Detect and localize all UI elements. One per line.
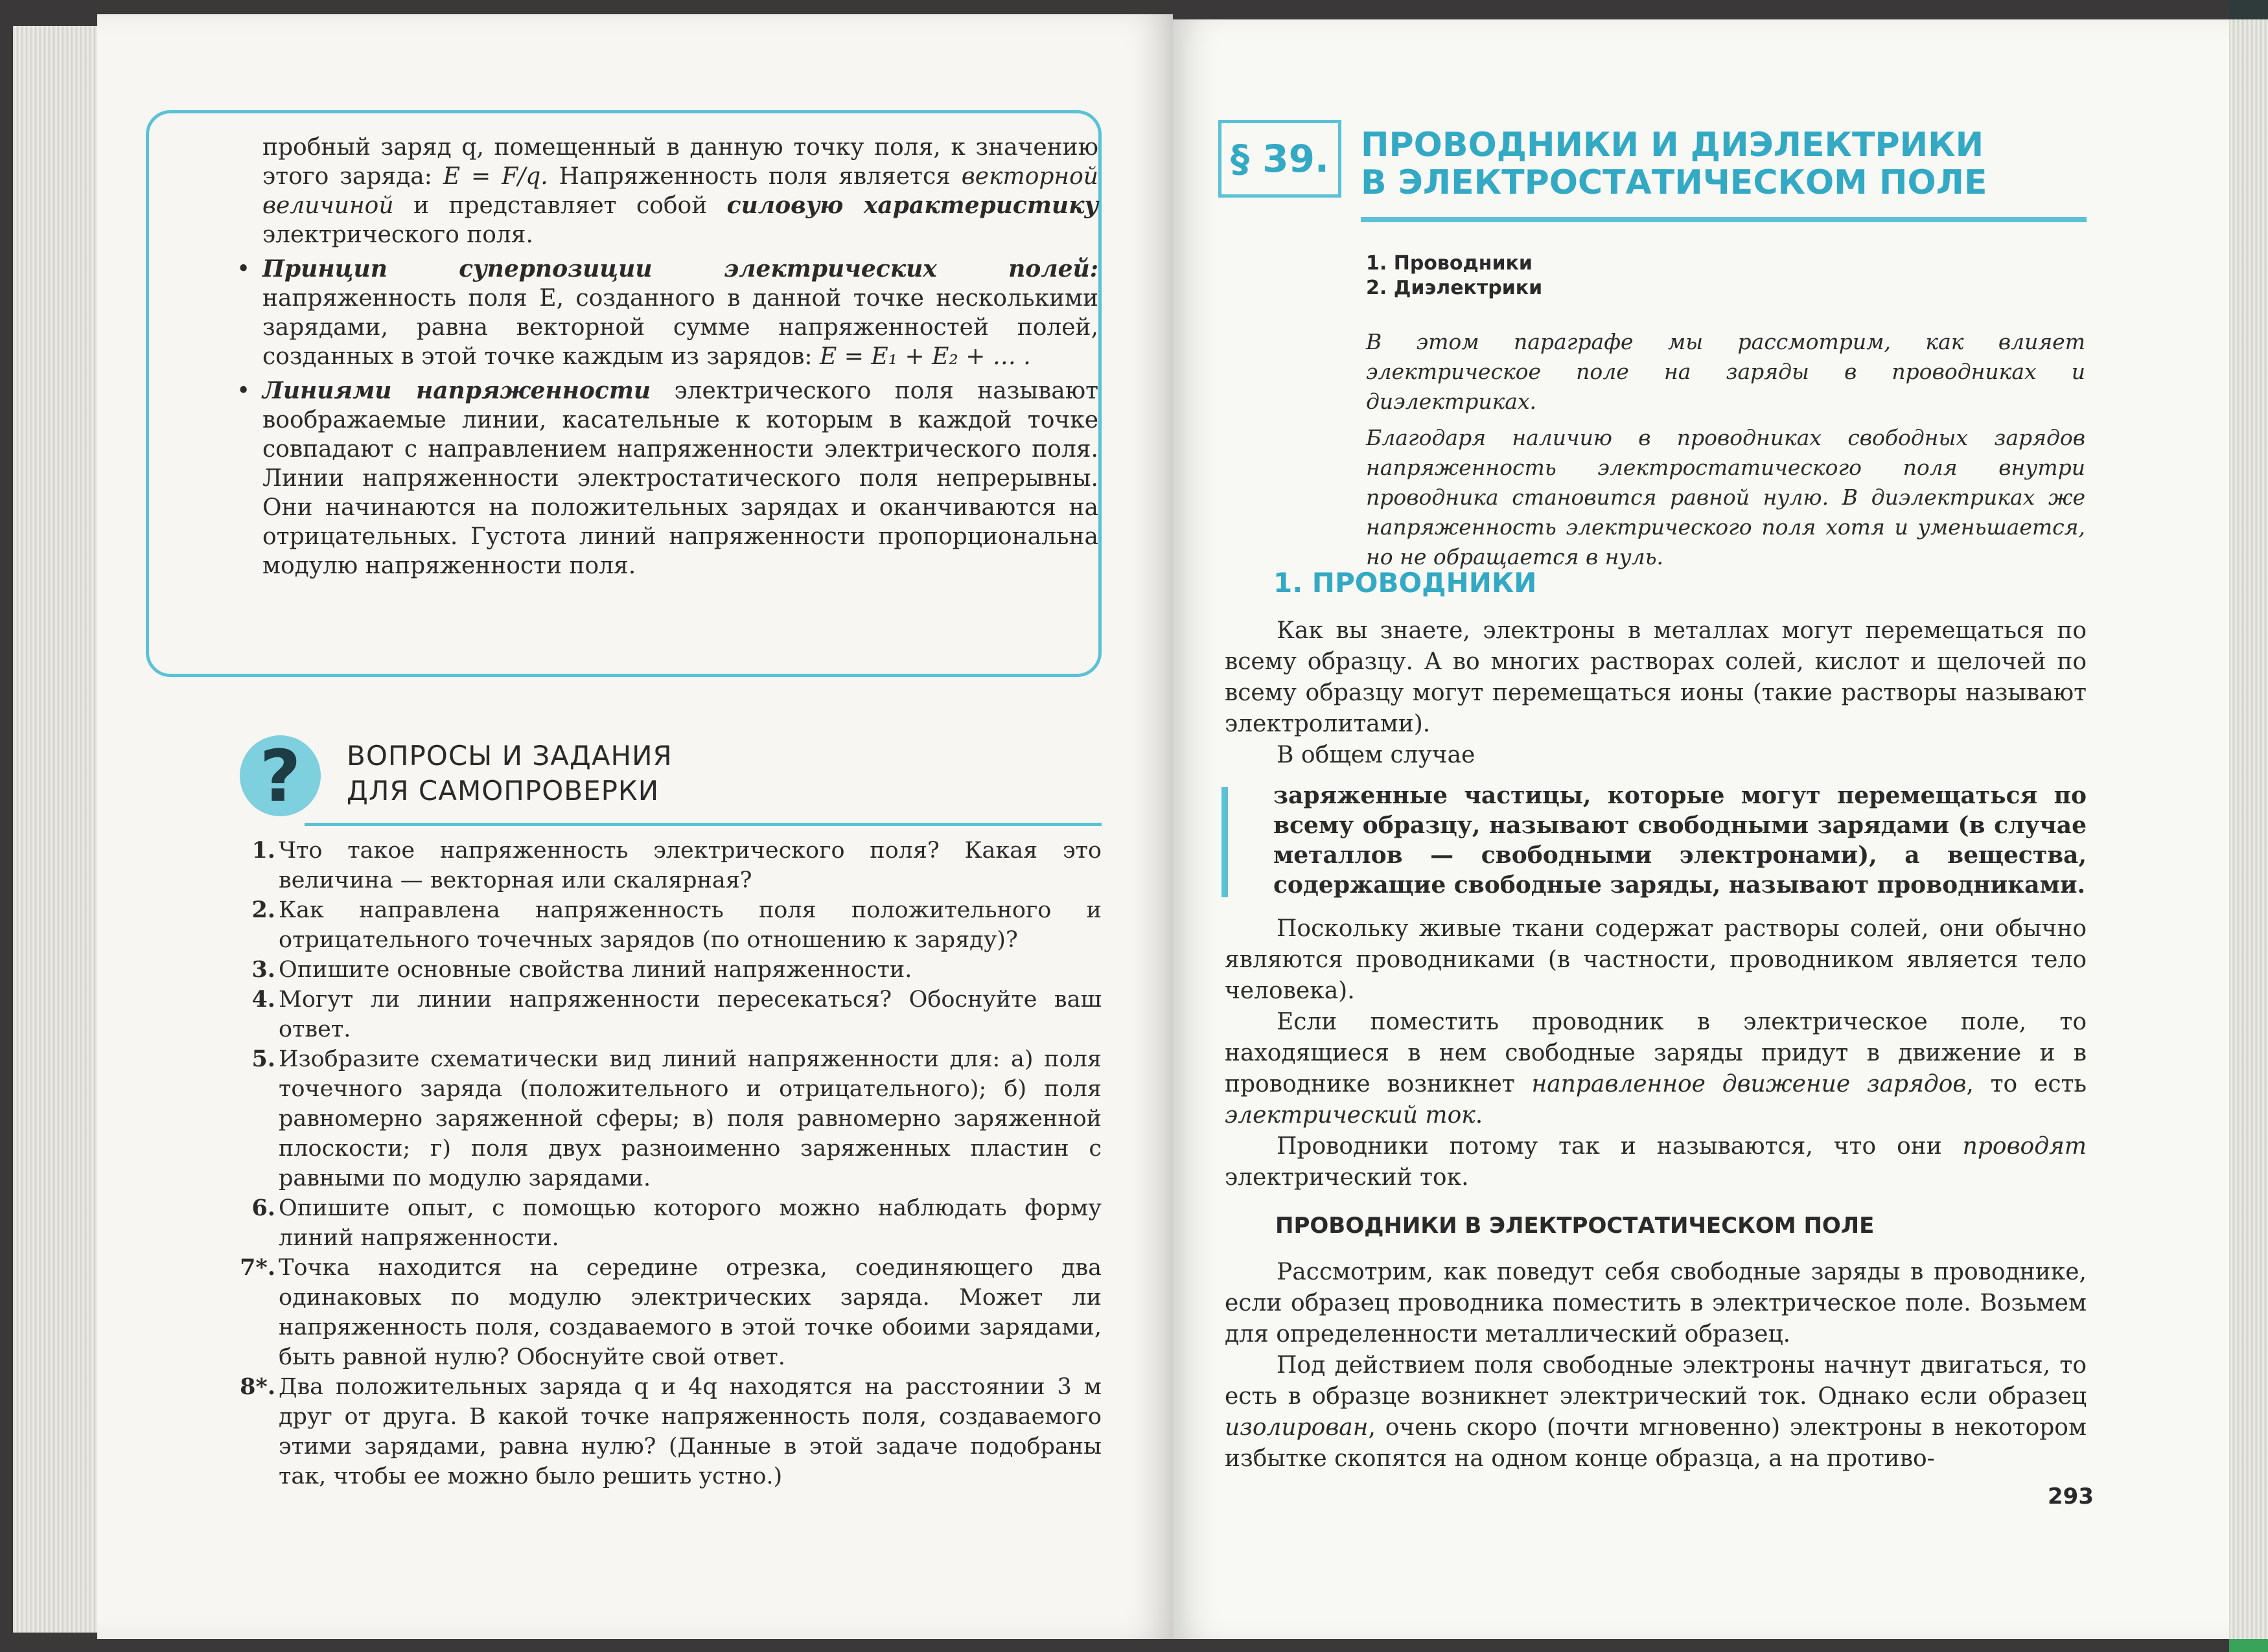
questions-heading: ВОПРОСЫ И ЗАДАНИЯ ДЛЯ САМОПРОВЕРКИ: [347, 740, 673, 807]
question-item: 7*. Точка находится на середине отрезка, соединяющего два одинаковых по модулю электрических заряда. Может ли напряженность поля, создаваемого в этой точке обоими зарядами, быть равной нулю? Обоснуйте свой ответ.: [240, 1254, 1102, 1370]
body-text-block-3: Рассмотрим, как поведут себя свободные заряды в проводнике, если образец проводника поместить в электрическое поле. Возьмем для определенности металлический образец. Под действием поля свободные электроны начнут двигаться, то есть в образце возникнет электрический ток. Однако если образец изолирован, очень скоро (почти мгновенно) электроны в некотором избытке скопятся на одном конце образца, а на противо-: [1225, 1257, 2087, 1474]
bullet-superposition: • Принцип суперпозиции электрических полей: напряженность поля E, созданного в данной точке несколькими зарядами, равна векторной сумме напряженностей полей, созданных в этой точке каждым из зарядов: E = E₁ + E₂ + … .: [262, 255, 1098, 371]
section-number-box: § 39.: [1218, 120, 1341, 198]
question-item: 1. Что такое напряженность электрического поля? Какая это величина — векторная или скалярная?: [251, 837, 1102, 893]
section-title: ПРОВОДНИКИ И ДИЭЛЕКТРИКИ В ЭЛЕКТРОСТАТИЧЕСКОМ ПОЛЕ: [1361, 126, 1987, 202]
section-intro: В этом параграфе мы рассмотрим, как влияет электрическое поле на заряды в проводниках и диэлектриках. Благодаря наличию в проводниках свободных зарядов напряженность электростатического поля внутри проводника становится равной нулю. В диэлектриках же напряженность электрического поля хотя и уменьшается, но не обращается в нуль.: [1366, 329, 2085, 569]
toc-item: 1. Проводники: [1366, 252, 1533, 275]
formula-field-strength: E = F/q.: [443, 163, 548, 190]
body-text-block-1: Как вы знаете, электроны в металлах могут перемещаться по всему образцу. А во многих растворах солей, кислот и щелочей по всему образцу могут перемещаться ионы (такие растворы называют электролитами). В общем случае: [1225, 617, 2087, 768]
page-number: 293: [2048, 1484, 2094, 1509]
question-item: 8*. Два положительных заряда q и 4q находятся на расстоянии 3 м друг от друга. В какой точке напряженность поля, создаваемого этими зарядами, равна нулю? (Данные в этой задаче подобраны так, чтобы ее можно было решить устно.): [240, 1373, 1102, 1489]
definition-paragraph: пробный заряд q, помещенный в данную точку поля, к значению этого заряда: E = F/q. Напряженность поля является векторной величиной и представляет собой силовую характеристику электрического поля.: [262, 134, 1098, 248]
definition-marker-bar: [1221, 787, 1228, 897]
body-text-block-2: Поскольку живые ткани содержат растворы солей, они обычно являются проводниками (в частности, проводником является тело человека). Если поместить проводник в электрическое поле, то находящиеся в нем свободные заряды придут в движение и в проводнике возникнет направленное движение зарядов, то есть электрический ток. Проводники потому так и называются, что они проводят электрический ток.: [1225, 913, 2087, 1193]
question-mark-icon: ?: [240, 735, 321, 816]
bullet-field-lines: • Линиями напряженности электрического поля называют воображаемые линии, касательные к которым в каждой точке совпадают с направлением напряженности электрического поля. Линии напряженности электростатического поля непрерывны. Они начинаются на положительных зарядах и оканчиваются на отрицательных. Густота линий напряженности пропорциональна модулю напряженности поля.: [262, 376, 1098, 580]
conductor-definition: заряженные частицы, которые могут перемещаться по всему образцу, называют свободными зарядами (в случае металлов — свободными электронами), а вещества, содержащие свободные заряды, называют проводниками.: [1273, 782, 2087, 899]
section-title-rule: [1361, 217, 2087, 222]
paragraph-current: Если поместить проводник в электрическое поле, то находящиеся в нем свободные заряды придут в движение и в проводнике возникнет направленное движение зарядов, то есть электрический ток.: [1225, 1009, 2087, 1129]
heading-conductors: 1. ПРОВОДНИКИ: [1273, 567, 1537, 599]
questions-list: [240, 836, 1102, 1491]
section-contents: [1366, 251, 1542, 301]
right-page-stack: [2229, 19, 2268, 1639]
questions-heading-rule: [305, 823, 1102, 826]
paragraph-conduct: Проводники потому так и называются, что они проводят электрический ток.: [1225, 1133, 2087, 1191]
toc-item: 2. Диэлектрики: [1366, 277, 1543, 299]
definition-box-content: [262, 133, 1098, 580]
question-item: 3. Опишите основные свойства линий напряженности.: [251, 956, 912, 983]
question-item: 6. Опишите опыт, с помощью которого можно наблюдать форму линий напряженности.: [251, 1195, 1102, 1251]
question-item: 5. Изобразите схематически вид линий напряженности для: а) поля точечного заряда (положительного и отрицательного); б) поля равномерно заряженной сферы; в) поля равномерно заряженной плоскости; г) поля двух разноименно заряженных пластин с равными по модулю зарядами.: [251, 1046, 1102, 1191]
subheading-conductors-in-field: ПРОВОДНИКИ В ЭЛЕКТРОСТАТИЧЕСКОМ ПОЛЕ: [1275, 1213, 1875, 1239]
formula-superposition: E = E₁ + E₂ + … .: [819, 343, 1031, 370]
question-item: 2. Как направлена напряженность поля положительного и отрицательного точечных зарядов (по отношению к заряду)?: [251, 897, 1102, 953]
question-item: 4. Могут ли линии напряженности пересекаться? Обоснуйте ваш ответ.: [251, 986, 1102, 1042]
paragraph-isolated: Под действием поля свободные электроны начнут двигаться, то есть в образце возникнет электрический ток. Однако если образец изолирован, очень скоро (почти мгновенно) электроны в некотором избытке скопятся на одном конце образца, а на противо-: [1225, 1352, 2087, 1472]
left-page-stack: [13, 26, 104, 1633]
